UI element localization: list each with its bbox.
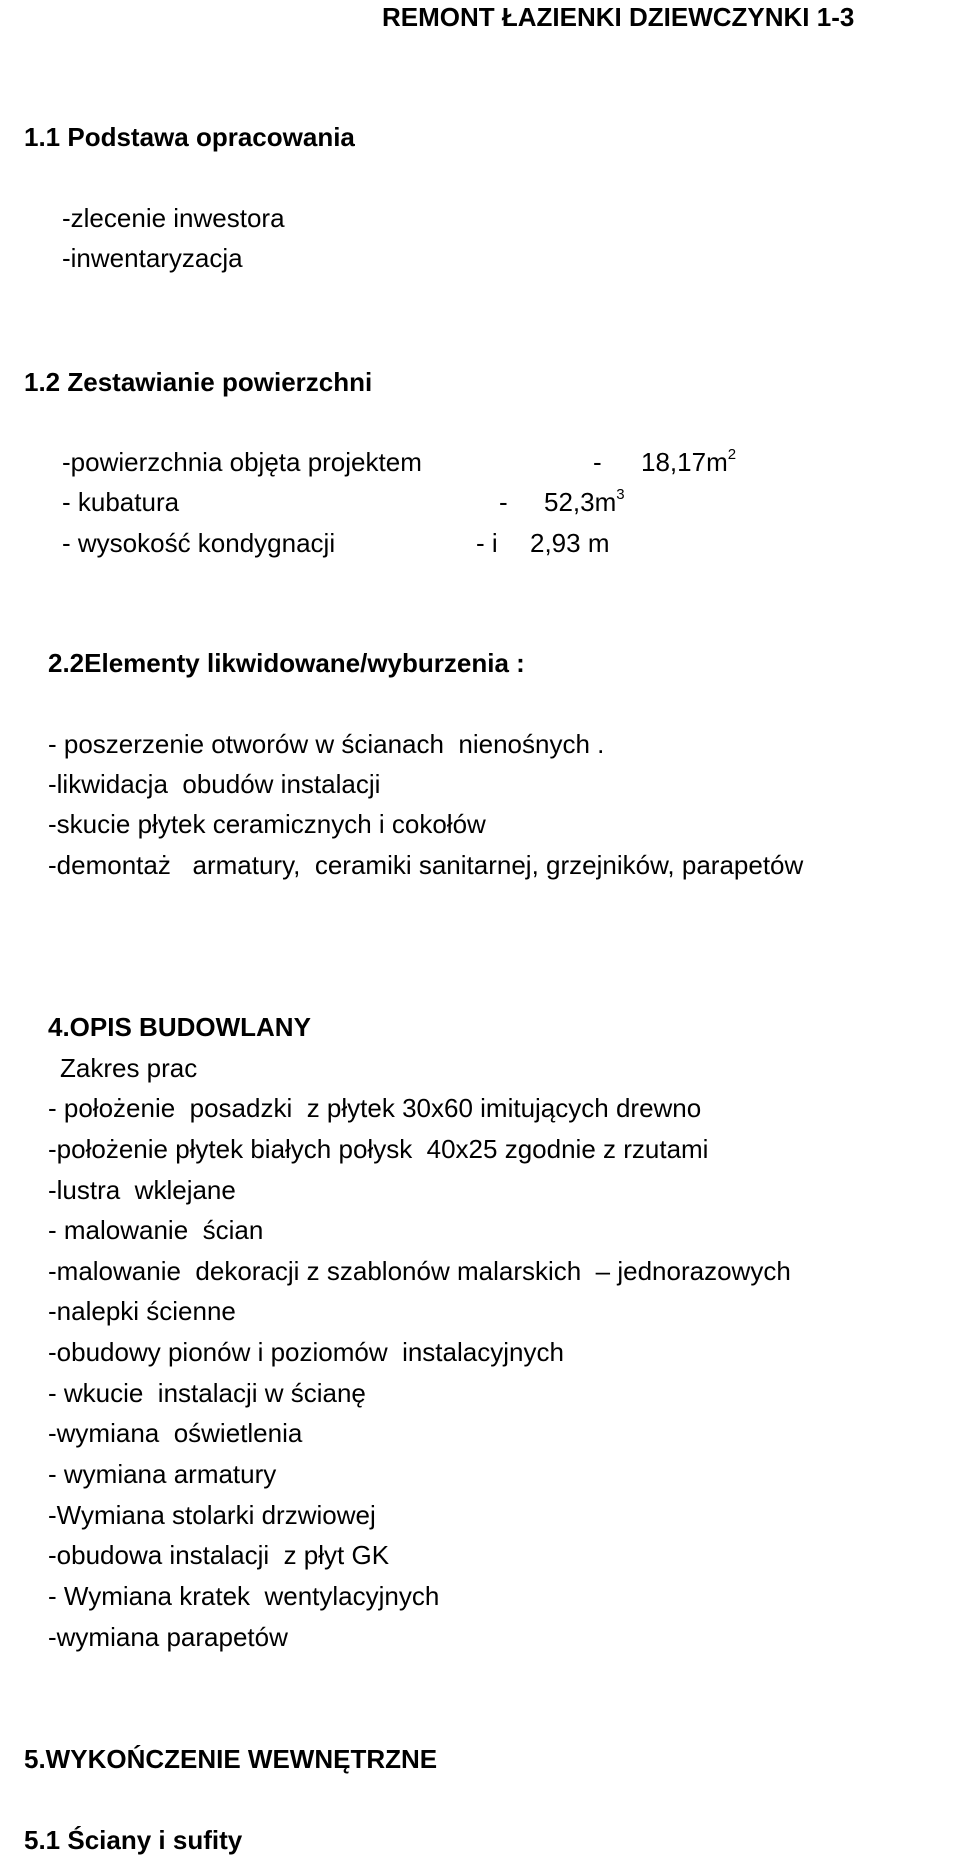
list-item: - wkucie instalacji w ścianę: [48, 1378, 366, 1408]
list-item: - wymiana armatury: [48, 1459, 277, 1489]
list-item: -lustra wklejane: [48, 1175, 236, 1205]
list-item: -wymiana oświetlenia: [48, 1418, 303, 1448]
list-item: -skucie płytek ceramicznych i cokołów: [48, 809, 486, 839]
volume-separator: -: [499, 487, 508, 517]
list-item: -inwentaryzacja: [62, 243, 243, 273]
volume-label: - kubatura: [62, 487, 180, 517]
list-item: -obudowy pionów i poziomów instalacyjnych: [48, 1337, 564, 1367]
list-item: -nalepki ścienne: [48, 1296, 236, 1326]
list-item: -demontaż armatury, ceramiki sanitarnej, grzejników, parapetów: [48, 850, 804, 880]
section-5-1-heading: 5.1 Ściany i sufity: [24, 1825, 243, 1855]
list-item: -wymiana parapetów: [48, 1622, 288, 1652]
section-1-2-heading: 1.2 Zestawianie powierzchni: [24, 367, 373, 397]
list-item: - malowanie ścian: [48, 1215, 264, 1245]
area-label: -powierzchnia objęta projektem: [62, 447, 422, 477]
area-separator: -: [593, 447, 602, 477]
list-item: -Wymiana stolarki drzwiowej: [48, 1500, 376, 1530]
list-item: -likwidacja obudów instalacji: [48, 769, 381, 799]
height-value: 2,93 m: [530, 528, 610, 558]
height-label: - wysokość kondygnacji: [62, 528, 336, 558]
height-separator: - i: [476, 528, 498, 558]
volume-value: $52,3m^3$: [544, 486, 625, 517]
list-item: - Wymiana kratek wentylacyjnych: [48, 1581, 440, 1611]
list-item: -zlecenie inwestora: [62, 203, 285, 233]
section-2-2-heading: 2.2Elementy likwidowane/wyburzenia :: [48, 648, 525, 678]
section-4-subheading: Zakres prac: [60, 1053, 198, 1083]
section-5-heading: 5.WYKOŃCZENIE WEWNĘTRZNE: [24, 1744, 438, 1774]
section-1-1-heading: 1.1 Podstawa opracowania: [24, 122, 355, 152]
list-item: -położenie płytek białych połysk 40x25 zgodnie z rzutami: [48, 1134, 709, 1164]
list-item: -obudowa instalacji z płyt GK: [48, 1540, 390, 1570]
list-item: - poszerzenie otworów w ścianach nienośnych .: [48, 729, 605, 759]
list-item: -malowanie dekoracji z szablonów malarskich – jednorazowych: [48, 1256, 791, 1286]
document-title: REMONT ŁAZIENKI DZIEWCZYNKI 1-3: [382, 2, 855, 32]
list-item: - położenie posadzki z płytek 30x60 imitujących drewno: [48, 1093, 702, 1123]
section-4-heading: 4.OPIS BUDOWLANY: [48, 1012, 311, 1042]
area-value: $18,17m^2$: [641, 446, 737, 477]
